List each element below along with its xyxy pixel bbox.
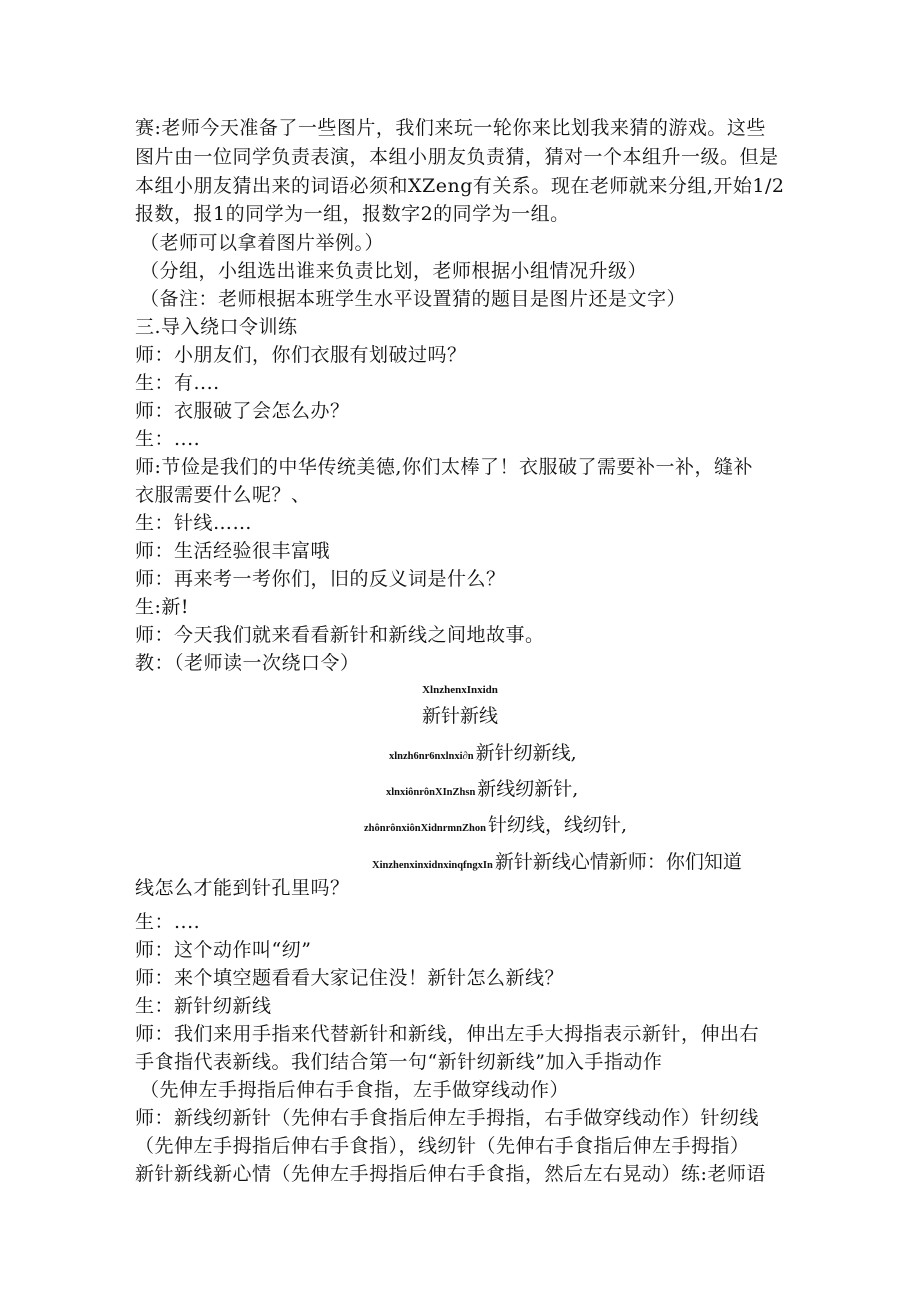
dialogue-line: 生：新针纫新线	[135, 995, 272, 1017]
dialogue-line: 师：小朋友们，你们衣服有划破过吗？	[135, 344, 467, 366]
dialogue-line: 师：我们来用手指来代替新针和新线，伸出左手大拇指表示新针，伸出右	[135, 1023, 760, 1045]
dialogue-line: 教：（老师读一次绕口令）	[135, 652, 360, 674]
dialogue-line: 生：针线……	[135, 512, 253, 534]
poem-line-pinyin: xlnxiônrônXInZhsn	[386, 787, 476, 798]
teacher-note: （备注：老师根据本班学生水平设置猜的题目是图片还是文字）	[140, 288, 687, 310]
dialogue-line: 手食指代表新线。我们结合第一句“新针纫新线”加入手指动作	[135, 1051, 663, 1073]
paragraph-line: 报数，报1的同学为一组，报数字2的同学为一组。	[135, 203, 570, 225]
dialogue-line: 师：这个动作叫“纫”	[135, 939, 312, 961]
dialogue-line: 师：今天我们就来看看新针和新线之间地故事。	[135, 624, 545, 646]
dialogue-line: 师：来个填空题看看大家记住没！新针怎么新线？	[135, 967, 565, 989]
poem-title-pinyin: XlnzhenxInxidn	[422, 684, 498, 696]
poem-line	[386, 775, 578, 807]
dialogue-line: 生：....	[135, 911, 201, 933]
section-heading: 三.导入绕口令训练	[135, 316, 298, 338]
poem-line-pinyin: XinzhenxinxidnxinqfngxIn	[372, 860, 493, 871]
poem-line	[389, 739, 577, 771]
paragraph-line: 本组小朋友猜出来的词语必须和XZeng有关系。现在老师就来分组,开始1/2	[135, 175, 785, 197]
poem-title: 新针新线	[421, 705, 498, 727]
teacher-note: （老师可以拿着图片举例。）	[140, 232, 385, 254]
dialogue-line: 生：....	[135, 428, 201, 450]
dialogue-line: 师：衣服破了会怎么办？	[135, 400, 350, 422]
dialogue-line: 新针新线新心情（先伸左手拇指后伸右手食指，然后左右晃动）练:老师语	[135, 1163, 766, 1185]
poem-line-text: 针纫线，线纫针,	[487, 814, 628, 836]
poem-line	[364, 811, 627, 843]
dialogue-line: 衣服需要什么呢？、	[135, 484, 311, 506]
teacher-note: （先伸左手拇指后伸右手食指，左手做穿线动作）	[140, 1079, 570, 1101]
poem-line-pinyin: zhônrônxiônXidnrmnZhon	[364, 823, 486, 834]
dialogue-line: 师:节俭是我们的中华传统美德,你们太棒了！衣服破了需要补一补，缝补	[135, 456, 753, 478]
dialogue-line: 生:新!	[135, 596, 190, 618]
dialogue-line: 生：有....	[135, 372, 220, 394]
teacher-note: （分组，小组选出谁来负责比划，老师根据小组情况升级）	[140, 260, 648, 282]
dialogue-line: 线怎么才能到针孔里吗？	[135, 877, 350, 899]
paragraph-line: 图片由一位同学负责表演，本组小朋友负责猜，猜对一个本组升一级。但是	[135, 146, 779, 168]
poem-line-text: 新针纫新线,	[475, 742, 577, 764]
paragraph-line: 赛:老师今天准备了一些图片，我们来玩一轮你来比划我来猜的游戏。这些	[135, 117, 766, 139]
poem-line-pinyin: xlnzh6nr6nxlnxi∂n	[389, 751, 474, 762]
poem-line-text: 新针新线心情新师：你们知道	[494, 851, 742, 873]
dialogue-line: 师：新线纫新针（先伸右手食指后伸左手拇指，右手做穿线动作）针纫线	[135, 1107, 760, 1129]
dialogue-line: （先伸左手拇指后伸右手食指），线纫针（先伸右手食指后伸左手拇指）	[135, 1135, 750, 1157]
dialogue-line: 师：生活经验很丰富哦	[135, 540, 331, 562]
dialogue-line: 师：再来考一考你们，旧的反义词是什么？	[135, 568, 506, 590]
poem-line-text: 新线纫新针,	[477, 778, 579, 800]
